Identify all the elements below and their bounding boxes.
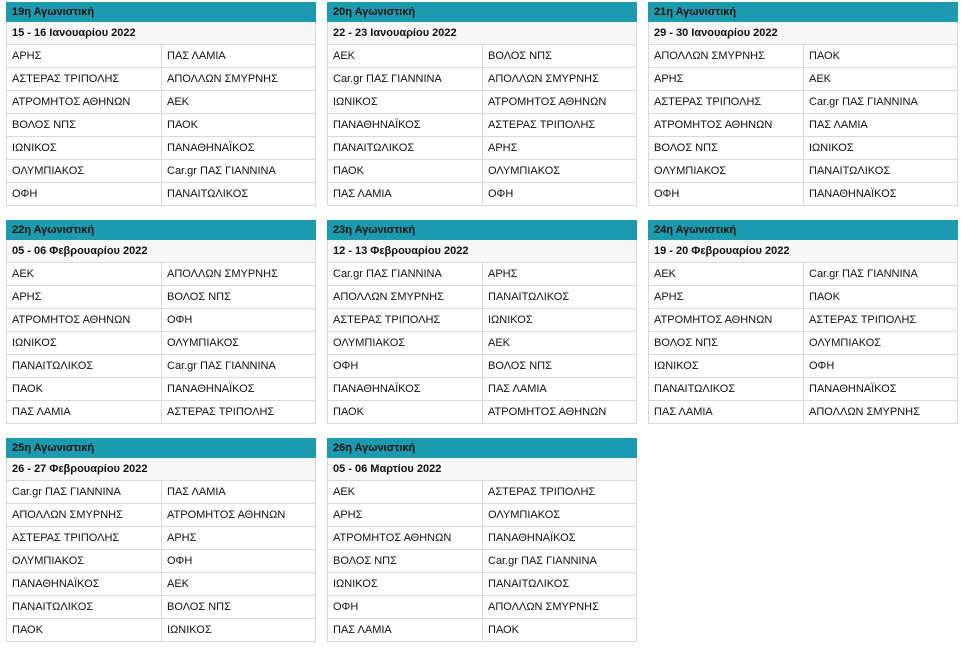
- match-row: [327, 68, 637, 91]
- away-team: ΙΩΝΙΚΟΣ: [809, 142, 854, 154]
- away-team: ΠΑΝΑΙΤΩΛΙΚΟΣ: [488, 291, 570, 303]
- away-team: ΠΑΟΚ: [809, 291, 840, 303]
- match-row: [327, 401, 637, 424]
- away-team: ΟΦΗ: [167, 314, 193, 326]
- match-row: [327, 550, 637, 573]
- away-team: ΑΣΤΕΡΑΣ ΤΡΙΠΟΛΗΣ: [488, 119, 596, 131]
- home-team: ΟΦΗ: [7, 183, 162, 205]
- home-team: ΠΑΝΑΙΤΩΛΙΚΟΣ: [328, 137, 483, 159]
- round-title: 23η Αγωνιστική: [327, 220, 637, 240]
- home-team: ΠΑΝΑΘΗΝΑΪΚΟΣ: [328, 378, 483, 400]
- match-row: [648, 286, 958, 309]
- match-row: [327, 309, 637, 332]
- home-team: ΟΦΗ: [649, 183, 804, 205]
- match-row: [327, 527, 637, 550]
- home-team: ΟΦΗ: [328, 596, 483, 618]
- home-team: ΑΣΤΕΡΑΣ ΤΡΙΠΟΛΗΣ: [7, 527, 162, 549]
- away-team: ΟΦΗ: [167, 555, 193, 567]
- home-team: ΑΣΤΕΡΑΣ ΤΡΙΠΟΛΗΣ: [7, 68, 162, 90]
- away-team: ΠΑΝΑΙΤΩΛΙΚΟΣ: [167, 188, 249, 200]
- match-row: [648, 137, 958, 160]
- match-row: [6, 137, 316, 160]
- away-team: ΠΑΝΑΘΗΝΑΪΚΟΣ: [809, 383, 897, 395]
- match-row: [327, 263, 637, 286]
- round-date: 26 - 27 Φεβρουαρίου 2022: [6, 458, 316, 481]
- home-team: ΑΕΚ: [7, 263, 162, 285]
- away-team: ΠΑΣ ΛΑΜΙΑ: [167, 50, 226, 62]
- home-team: Car.gr ΠΑΣ ΓΙΑΝΝΙΝΑ: [328, 263, 483, 285]
- round-date: 29 - 30 Ιανουαρίου 2022: [648, 22, 958, 45]
- home-team: ΟΦΗ: [328, 355, 483, 377]
- round-date: 19 - 20 Φεβρουαρίου 2022: [648, 240, 958, 263]
- away-team: ΟΛΥΜΠΙΑΚΟΣ: [809, 337, 882, 349]
- home-team: ΠΑΟΚ: [7, 378, 162, 400]
- home-team: ΑΠΟΛΛΩΝ ΣΜΥΡΝΗΣ: [649, 45, 804, 67]
- away-team: ΠΑΣ ΛΑΜΙΑ: [167, 486, 226, 498]
- match-row: [6, 114, 316, 137]
- match-row: [648, 355, 958, 378]
- home-team: ΑΕΚ: [328, 481, 483, 503]
- home-team: ΒΟΛΟΣ ΝΠΣ: [649, 137, 804, 159]
- away-team: ΠΑΝΑΘΗΝΑΪΚΟΣ: [167, 383, 255, 395]
- match-row: [327, 45, 637, 68]
- match-row: [6, 160, 316, 183]
- away-team: ΑΤΡΟΜΗΤΟΣ ΑΘΗΝΩΝ: [167, 509, 286, 521]
- match-row: [6, 550, 316, 573]
- round-card: [327, 2, 637, 206]
- away-team: Car.gr ΠΑΣ ΓΙΑΝΝΙΝΑ: [809, 96, 918, 108]
- home-team: ΠΑΣ ΛΑΜΙΑ: [328, 183, 483, 205]
- home-team: ΑΡΗΣ: [649, 68, 804, 90]
- away-team: ΑΠΟΛΛΩΝ ΣΜΥΡΝΗΣ: [167, 268, 278, 280]
- round-title: 19η Αγωνιστική: [6, 2, 316, 22]
- match-row: [327, 183, 637, 206]
- away-team: ΑΕΚ: [809, 73, 832, 85]
- round-date: 05 - 06 Φεβρουαρίου 2022: [6, 240, 316, 263]
- away-team: ΑΠΟΛΛΩΝ ΣΜΥΡΝΗΣ: [167, 73, 278, 85]
- home-team: ΒΟΛΟΣ ΝΠΣ: [649, 332, 804, 354]
- match-row: [327, 286, 637, 309]
- round-date: 05 - 06 Μαρτίου 2022: [327, 458, 637, 481]
- round-card: [6, 2, 316, 206]
- match-row: [6, 573, 316, 596]
- home-team: ΑΣΤΕΡΑΣ ΤΡΙΠΟΛΗΣ: [649, 91, 804, 113]
- home-team: ΙΩΝΙΚΟΣ: [649, 355, 804, 377]
- home-team: ΑΡΗΣ: [7, 45, 162, 67]
- away-team: ΑΠΟΛΛΩΝ ΣΜΥΡΝΗΣ: [488, 73, 599, 85]
- away-team: ΠΑΟΚ: [167, 119, 198, 131]
- home-team: ΠΑΟΚ: [328, 160, 483, 182]
- home-team: ΑΠΟΛΛΩΝ ΣΜΥΡΝΗΣ: [7, 504, 162, 526]
- match-row: [327, 355, 637, 378]
- away-team: ΑΠΟΛΛΩΝ ΣΜΥΡΝΗΣ: [809, 406, 920, 418]
- home-team: ΠΑΝΑΙΤΩΛΙΚΟΣ: [649, 378, 804, 400]
- away-team: ΟΛΥΜΠΙΑΚΟΣ: [488, 165, 561, 177]
- home-team: ΑΡΗΣ: [328, 504, 483, 526]
- home-team: ΙΩΝΙΚΟΣ: [328, 91, 483, 113]
- home-team: ΠΑΝΑΘΗΝΑΪΚΟΣ: [7, 573, 162, 595]
- home-team: ΙΩΝΙΚΟΣ: [328, 573, 483, 595]
- round-date: 12 - 13 Φεβρουαρίου 2022: [327, 240, 637, 263]
- round-title: 20η Αγωνιστική: [327, 2, 637, 22]
- match-row: [327, 91, 637, 114]
- round-title: 22η Αγωνιστική: [6, 220, 316, 240]
- home-team: ΠΑΣ ΛΑΜΙΑ: [7, 401, 162, 423]
- away-team: ΑΕΚ: [167, 578, 190, 590]
- match-row: [648, 263, 958, 286]
- home-team: ΠΑΝΑΙΤΩΛΙΚΟΣ: [7, 596, 162, 618]
- match-row: [6, 183, 316, 206]
- away-team: ΑΣΤΕΡΑΣ ΤΡΙΠΟΛΗΣ: [167, 406, 275, 418]
- round-card: [6, 438, 316, 642]
- away-team: ΠΑΝΑΘΗΝΑΪΚΟΣ: [167, 142, 255, 154]
- away-team: ΙΩΝΙΚΟΣ: [167, 624, 212, 636]
- match-row: [6, 378, 316, 401]
- away-team: Car.gr ΠΑΣ ΓΙΑΝΝΙΝΑ: [809, 268, 918, 280]
- round-card: [327, 438, 637, 642]
- home-team: ΠΑΝΑΘΗΝΑΪΚΟΣ: [328, 114, 483, 136]
- away-team: ΟΦΗ: [488, 188, 514, 200]
- away-team: ΑΣΤΕΡΑΣ ΤΡΙΠΟΛΗΣ: [488, 486, 596, 498]
- match-row: [6, 481, 316, 504]
- home-team: ΑΡΗΣ: [7, 286, 162, 308]
- match-row: [6, 527, 316, 550]
- match-row: [648, 45, 958, 68]
- home-team: ΑΤΡΟΜΗΤΟΣ ΑΘΗΝΩΝ: [649, 309, 804, 331]
- home-team: ΟΛΥΜΠΙΑΚΟΣ: [7, 160, 162, 182]
- home-team: ΠΑΟΚ: [7, 619, 162, 641]
- away-team: ΑΣΤΕΡΑΣ ΤΡΙΠΟΛΗΣ: [809, 314, 917, 326]
- away-team: ΠΑΣ ΛΑΜΙΑ: [488, 383, 547, 395]
- home-team: ΑΡΗΣ: [649, 286, 804, 308]
- match-row: [6, 504, 316, 527]
- match-row: [648, 160, 958, 183]
- match-row: [6, 286, 316, 309]
- away-team: Car.gr ΠΑΣ ΓΙΑΝΝΙΝΑ: [167, 165, 276, 177]
- match-row: [6, 596, 316, 619]
- away-team: Car.gr ΠΑΣ ΓΙΑΝΝΙΝΑ: [488, 555, 597, 567]
- round-date: 15 - 16 Ιανουαρίου 2022: [6, 22, 316, 45]
- round-card: [648, 2, 958, 206]
- match-row: [6, 619, 316, 642]
- away-team: ΟΛΥΜΠΙΑΚΟΣ: [167, 337, 240, 349]
- home-team: ΠΑΝΑΙΤΩΛΙΚΟΣ: [7, 355, 162, 377]
- home-team: ΙΩΝΙΚΟΣ: [7, 137, 162, 159]
- home-team: ΑΤΡΟΜΗΤΟΣ ΑΘΗΝΩΝ: [649, 114, 804, 136]
- home-team: ΠΑΣ ΛΑΜΙΑ: [649, 401, 804, 423]
- match-row: [648, 332, 958, 355]
- away-team: ΟΦΗ: [809, 360, 835, 372]
- match-row: [327, 378, 637, 401]
- home-team: ΟΛΥΜΠΙΑΚΟΣ: [328, 332, 483, 354]
- away-team: ΑΕΚ: [488, 337, 511, 349]
- away-team: ΒΟΛΟΣ ΝΠΣ: [488, 360, 552, 372]
- round-card: [327, 220, 637, 424]
- home-team: Car.gr ΠΑΣ ΓΙΑΝΝΙΝΑ: [7, 481, 162, 503]
- away-team: ΑΡΗΣ: [488, 142, 518, 154]
- match-row: [6, 332, 316, 355]
- away-team: ΠΑΟΚ: [809, 50, 840, 62]
- match-row: [327, 504, 637, 527]
- match-row: [6, 263, 316, 286]
- match-row: [6, 45, 316, 68]
- home-team: ΑΕΚ: [328, 45, 483, 67]
- round-title: 25η Αγωνιστική: [6, 438, 316, 458]
- away-team: ΒΟΛΟΣ ΝΠΣ: [488, 50, 552, 62]
- round-card: [648, 220, 958, 424]
- home-team: ΒΟΛΟΣ ΝΠΣ: [7, 114, 162, 136]
- away-team: ΒΟΛΟΣ ΝΠΣ: [167, 291, 231, 303]
- away-team: ΠΑΝΑΙΤΩΛΙΚΟΣ: [488, 578, 570, 590]
- away-team: ΑΤΡΟΜΗΤΟΣ ΑΘΗΝΩΝ: [488, 96, 607, 108]
- match-row: [327, 619, 637, 642]
- round-title: 26η Αγωνιστική: [327, 438, 637, 458]
- match-row: [6, 401, 316, 424]
- home-team: Car.gr ΠΑΣ ΓΙΑΝΝΙΝΑ: [328, 68, 483, 90]
- fixtures-grid: [6, 2, 958, 642]
- home-team: ΠΑΟΚ: [328, 401, 483, 423]
- away-team: ΑΡΗΣ: [488, 268, 518, 280]
- match-row: [648, 401, 958, 424]
- match-row: [327, 481, 637, 504]
- match-row: [648, 378, 958, 401]
- home-team: ΟΛΥΜΠΙΑΚΟΣ: [649, 160, 804, 182]
- away-team: ΑΡΗΣ: [167, 532, 197, 544]
- match-row: [6, 91, 316, 114]
- home-team: ΑΠΟΛΛΩΝ ΣΜΥΡΝΗΣ: [328, 286, 483, 308]
- away-team: ΑΠΟΛΛΩΝ ΣΜΥΡΝΗΣ: [488, 601, 599, 613]
- away-team: ΑΕΚ: [167, 96, 190, 108]
- match-row: [327, 596, 637, 619]
- match-row: [648, 91, 958, 114]
- home-team: ΒΟΛΟΣ ΝΠΣ: [328, 550, 483, 572]
- match-row: [327, 160, 637, 183]
- home-team: ΑΤΡΟΜΗΤΟΣ ΑΘΗΝΩΝ: [7, 309, 162, 331]
- match-row: [6, 68, 316, 91]
- match-row: [648, 309, 958, 332]
- home-team: ΑΣΤΕΡΑΣ ΤΡΙΠΟΛΗΣ: [328, 309, 483, 331]
- home-team: ΑΤΡΟΜΗΤΟΣ ΑΘΗΝΩΝ: [328, 527, 483, 549]
- home-team: ΟΛΥΜΠΙΑΚΟΣ: [7, 550, 162, 572]
- away-team: ΟΛΥΜΠΙΑΚΟΣ: [488, 509, 561, 521]
- match-row: [327, 332, 637, 355]
- match-row: [648, 114, 958, 137]
- away-team: ΒΟΛΟΣ ΝΠΣ: [167, 601, 231, 613]
- round-title: 21η Αγωνιστική: [648, 2, 958, 22]
- away-team: ΙΩΝΙΚΟΣ: [488, 314, 533, 326]
- match-row: [648, 68, 958, 91]
- away-team: ΠΑΝΑΘΗΝΑΪΚΟΣ: [488, 532, 576, 544]
- away-team: ΠΑΝΑΙΤΩΛΙΚΟΣ: [809, 165, 891, 177]
- away-team: ΠΑΝΑΘΗΝΑΪΚΟΣ: [809, 188, 897, 200]
- away-team: ΑΤΡΟΜΗΤΟΣ ΑΘΗΝΩΝ: [488, 406, 607, 418]
- round-date: 22 - 23 Ιανουαρίου 2022: [327, 22, 637, 45]
- home-team: ΙΩΝΙΚΟΣ: [7, 332, 162, 354]
- away-team: ΠΑΟΚ: [488, 624, 519, 636]
- away-team: Car.gr ΠΑΣ ΓΙΑΝΝΙΝΑ: [167, 360, 276, 372]
- home-team: ΑΕΚ: [649, 263, 804, 285]
- round-title: 24η Αγωνιστική: [648, 220, 958, 240]
- home-team: ΠΑΣ ΛΑΜΙΑ: [328, 619, 483, 641]
- match-row: [648, 183, 958, 206]
- round-card: [6, 220, 316, 424]
- home-team: ΑΤΡΟΜΗΤΟΣ ΑΘΗΝΩΝ: [7, 91, 162, 113]
- match-row: [6, 355, 316, 378]
- match-row: [327, 573, 637, 596]
- match-row: [6, 309, 316, 332]
- match-row: [327, 137, 637, 160]
- away-team: ΠΑΣ ΛΑΜΙΑ: [809, 119, 868, 131]
- match-row: [327, 114, 637, 137]
